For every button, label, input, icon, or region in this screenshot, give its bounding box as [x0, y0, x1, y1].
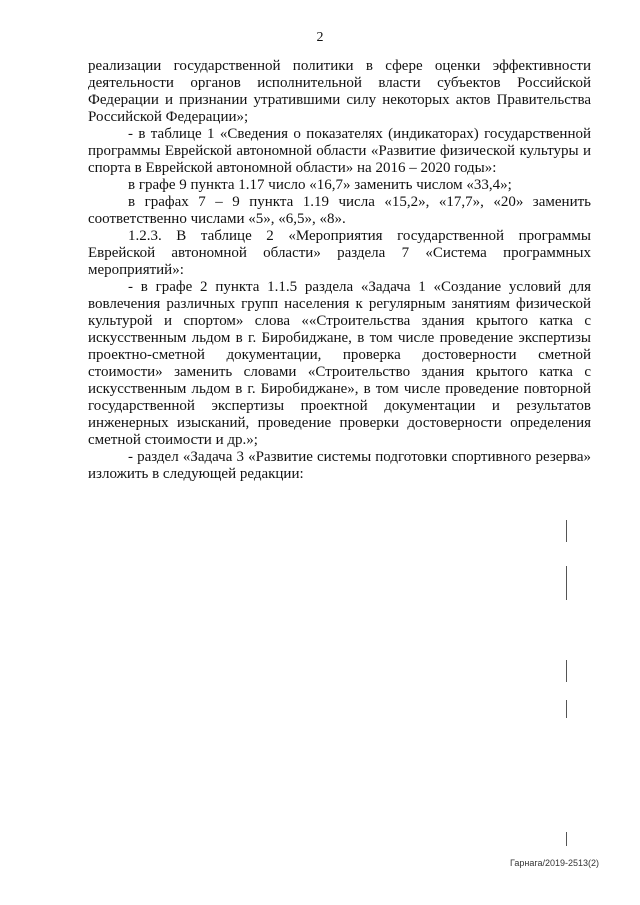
scan-mark: [566, 520, 567, 542]
scan-mark: [566, 566, 567, 600]
document-body: [88, 58, 591, 483]
paragraph-4: в графах 7 – 9 пункта 1.19 числа «15,2», «17,7», «20» заменить соответственно числами «5», «6,5», «8».: [88, 194, 591, 227]
paragraph-1: реализации государственной политики в сфере оценки эффективности деятельности органов исполнительной власти субъектов Российской Федерации и признании утратившими силу некоторых актов Правительства Российской Федерации»;: [88, 58, 591, 125]
paragraph-2: - в таблице 1 «Сведения о показателях (индикаторах) государственной программы Еврейской автономной области «Развитие физической культуры и спорта в Еврейской автономной области» на 2016 – 2020 годы»:: [88, 126, 591, 176]
scan-mark: [566, 660, 567, 682]
scan-mark: [566, 832, 567, 846]
paragraph-3: в графе 9 пункта 1.17 число «16,7» заменить числом «33,4»;: [128, 177, 512, 193]
paragraph-6: - в графе 2 пункта 1.1.5 раздела «Задача 1 «Создание условий для вовлечения различных групп населения к регулярным занятиям физической культурой и спортом» слова ««Строительства здания крытого катка с искусственным льдом в г. Биробиджане, в том числе проведение экспертизы проектно-сметной документации, проверка достоверности сметной стоимости» заменить словами «Строительство здания крытого катка с искусственным льдом в г. Биробиджане», в том числе проведение повторной государственной экспертизы проектной документации и результатов инженерных изысканий, проведение проверки достоверности определения сметной стоимости и др.»;: [88, 279, 591, 448]
scan-mark: [566, 700, 567, 718]
footer-code: Гарнага/2019-2513(2): [510, 858, 599, 868]
page-number: 2: [316, 30, 324, 45]
paragraph-7: - раздел «Задача 3 «Развитие системы подготовки спортивного резерва» изложить в следующей редакции:: [88, 449, 591, 482]
paragraph-5: 1.2.3. В таблице 2 «Мероприятия государственной программы Еврейской автономной области» раздела 7 «Система программных мероприятий»:: [88, 228, 591, 278]
